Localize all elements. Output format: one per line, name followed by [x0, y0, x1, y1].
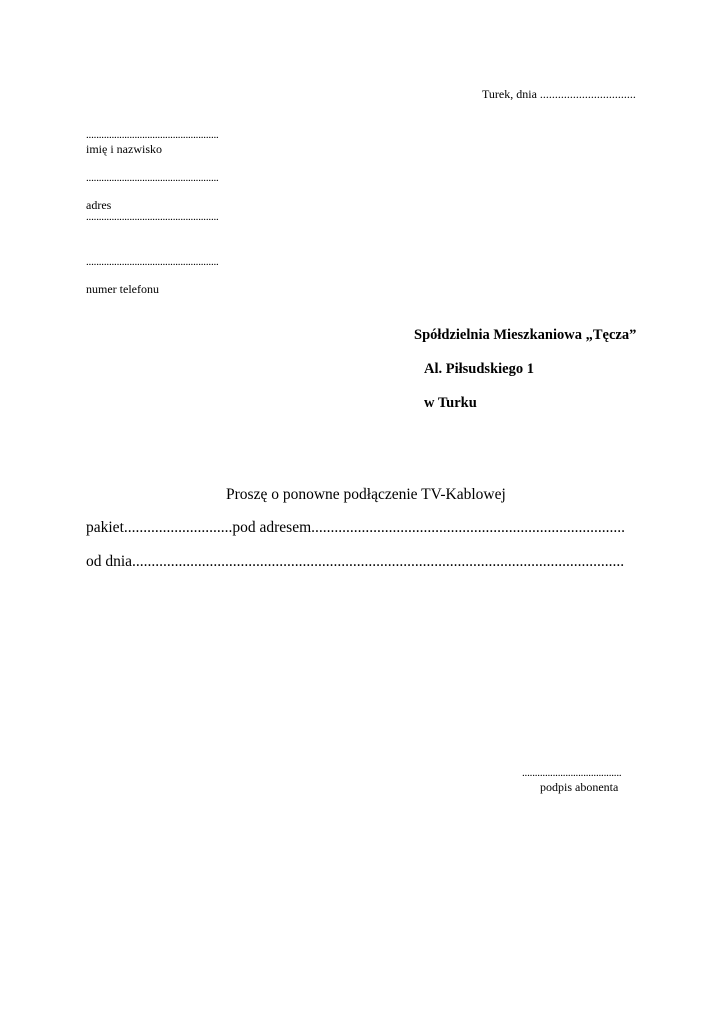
- recipient-name: Spółdzielnia Mieszkaniowa „Tęcza”: [414, 327, 637, 343]
- phone-dotted-line: ....................................................: [86, 256, 219, 268]
- address-dotted-line-1: ....................................................: [86, 172, 219, 184]
- start-date-line: od dnia...............................................................................................................................: [86, 553, 625, 570]
- request-heading: Proszę o ponowne podłączenie TV-Kablowej: [226, 486, 506, 503]
- address-dotted-line-2: ....................................................: [86, 211, 219, 223]
- recipient-city: w Turku: [424, 395, 477, 411]
- address-label: adres: [86, 198, 112, 212]
- phone-label: numer telefonu: [86, 282, 159, 296]
- name-dotted-line: ....................................................: [86, 129, 219, 141]
- package-address-line: pakiet............................pod adresem.................................................................................: [86, 519, 626, 536]
- signature-label: podpis abonenta: [540, 780, 619, 794]
- recipient-street: Al. Piłsudskiego 1: [424, 361, 534, 377]
- place-date-line: Turek, dnia ................................: [482, 87, 636, 101]
- signature-dotted-line: .......................................: [522, 767, 622, 779]
- name-label: imię i nazwisko: [86, 142, 162, 156]
